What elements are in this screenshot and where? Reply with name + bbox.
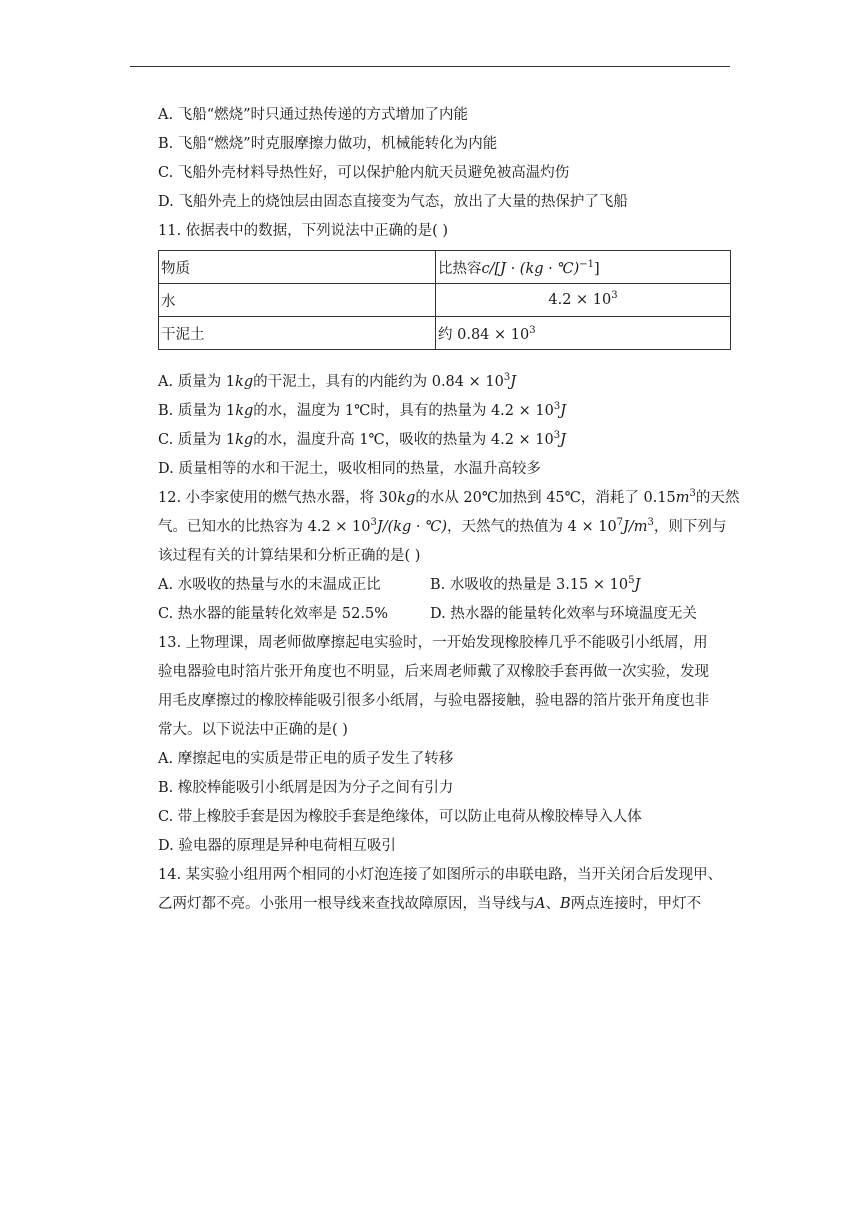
header-specific-heat xyxy=(436,251,731,284)
q13-option-b: B. 橡胶棒能吸引小纸屑是因为分子之间有引力 xyxy=(158,780,454,796)
table-header-row xyxy=(159,251,731,284)
q12-stem-line3: 该过程有关的计算结果和分析正确的是( ) xyxy=(158,548,421,564)
point-a: A xyxy=(535,896,546,912)
unit: J/(kg · ℃) xyxy=(376,519,448,535)
exponent: 7 xyxy=(616,517,624,529)
q13-stem-line4: 常大。以下说法中正确的是( ) xyxy=(158,722,348,738)
text: 12. 小李家使用的燃气热水器，将 30 xyxy=(158,490,398,506)
cell-substance: 干泥土 xyxy=(159,317,436,350)
text: 的水，温度为 1℃时，具有的热量为 4.2 × 10 xyxy=(253,403,554,419)
value-exp: 3 xyxy=(529,324,536,336)
q12-options-row2 xyxy=(158,600,738,629)
cell-substance: 水 xyxy=(159,284,436,317)
q14-stem-line1: 14. 某实验小组用两个相同的小灯泡连接了如图所示的串联电路，当开关闭合后发现甲、 xyxy=(158,867,723,883)
q13-stem-line2: 验电器验电时箔片张开角度也不明显，后来周老师戴了双橡胶手套再做一次实验，发现 xyxy=(158,664,709,680)
q12-stem-line2 xyxy=(158,513,738,542)
text: ，天然气的热值为 4 × 10 xyxy=(447,519,617,535)
text: B. 质量为 1 xyxy=(158,403,236,419)
header-substance: 物质 xyxy=(159,251,436,284)
q12-option-d: D. 热水器的能量转化效率与环境温度无关 xyxy=(430,606,697,622)
q12-stem-line1 xyxy=(158,484,738,513)
q11-option-b xyxy=(158,397,738,426)
q10-option-c: C. 飞船外壳材料导热性好，可以保护舱内航天员避免被高温灼伤 xyxy=(158,165,570,181)
cell-value xyxy=(436,317,731,350)
text: 气。已知水的比热容为 4.2 × 10 xyxy=(158,519,371,535)
text: 的干泥土，具有的内能约为 0.84 × 10 xyxy=(253,374,504,390)
text: 、 xyxy=(545,896,560,912)
text: ，则下列与 xyxy=(653,519,727,535)
q11-option-a xyxy=(158,368,738,397)
unit: J xyxy=(560,432,566,448)
table-row xyxy=(159,317,731,350)
text: A. 质量为 1 xyxy=(158,374,236,390)
q11-option-c xyxy=(158,426,738,455)
q11-stem: 11. 依据表中的数据，下列说法中正确的是( ) xyxy=(158,223,449,239)
q12-option-b xyxy=(430,571,640,600)
cell-value xyxy=(436,284,731,317)
q13-option-a: A. 摩擦起电的实质是带正电的质子发生了转移 xyxy=(158,751,454,767)
document-body xyxy=(158,101,738,919)
exponent: 3 xyxy=(689,488,696,500)
q12-option-c: C. 热水器的能量转化效率是 52.5% xyxy=(158,606,388,622)
header-rule xyxy=(130,66,730,67)
unit: J xyxy=(560,403,567,419)
exponent: 3 xyxy=(370,517,377,529)
q12-options-row1 xyxy=(158,571,738,600)
header-unit: c/[J · (kg · ℃) xyxy=(481,260,580,277)
value-base: 4.2 × 10 xyxy=(548,292,612,308)
point-b: B xyxy=(559,896,571,912)
exponent: 3 xyxy=(553,430,561,442)
exponent: 3 xyxy=(503,372,511,384)
value-exp: 3 xyxy=(611,290,618,302)
text: C. 质量为 1 xyxy=(158,432,236,448)
header-label: 比热容 xyxy=(438,260,482,277)
exponent: 3 xyxy=(553,401,561,413)
q10-option-a: A. 飞船“燃烧”时只通过热传递的方式增加了内能 xyxy=(158,107,469,123)
text: B. 水吸收的热量是 3.15 × 10 xyxy=(430,577,629,593)
q12-option-a: A. 水吸收的热量与水的末温成正比 xyxy=(158,577,381,593)
q10-option-d: D. 飞船外壳上的烧蚀层由固态直接变为气态，放出了大量的热保护了飞船 xyxy=(158,194,628,210)
unit: J/m xyxy=(623,519,648,535)
unit: kg xyxy=(235,403,254,419)
q14-stem-line2 xyxy=(158,890,738,919)
unit: J xyxy=(510,374,517,390)
header-bracket: ] xyxy=(593,260,600,277)
text: 的水从 20℃加热到 45℃，消耗了 0.15 xyxy=(415,490,676,506)
text: 的天然 xyxy=(695,490,740,506)
text: 两点连接时，甲灯不 xyxy=(570,896,702,912)
q10-option-b: B. 飞船“燃烧”时克服摩擦力做功，机械能转化为内能 xyxy=(158,136,498,152)
table-row xyxy=(159,284,731,317)
text: 的水，温度升高 1℃，吸收的热量为 4.2 × 10 xyxy=(253,432,554,448)
specific-heat-table xyxy=(158,250,731,350)
header-unit-exp: −1 xyxy=(579,258,594,270)
q13-stem-line1: 13. 上物理课，周老师做摩擦起电实验时，一开始发现橡胶棒几乎不能吸引小纸屑，用 xyxy=(158,635,708,651)
value-base: 约 0.84 × 10 xyxy=(438,326,530,343)
unit: J xyxy=(634,577,641,593)
q11-option-d: D. 质量相等的水和干泥土，吸收相同的热量，水温升高较多 xyxy=(158,461,541,477)
unit: m xyxy=(675,490,690,506)
q13-option-d: D. 验电器的原理是异种电荷相互吸引 xyxy=(158,838,396,854)
unit: kg xyxy=(397,490,416,506)
text: 乙两灯都不亮。小张用一根导线来查找故障原因，当导线与 xyxy=(158,896,535,912)
exponent: 5 xyxy=(628,575,635,587)
q13-stem-line3: 用毛皮摩擦过的橡胶棒能吸引很多小纸屑，与验电器接触，验电器的箔片张开角度也非 xyxy=(158,693,709,709)
exponent: 3 xyxy=(647,517,654,529)
unit: kg xyxy=(235,432,254,448)
q13-option-c: C. 带上橡胶手套是因为橡胶手套是绝缘体，可以防止电荷从橡胶棒导入人体 xyxy=(158,809,642,825)
unit: kg xyxy=(235,374,254,390)
